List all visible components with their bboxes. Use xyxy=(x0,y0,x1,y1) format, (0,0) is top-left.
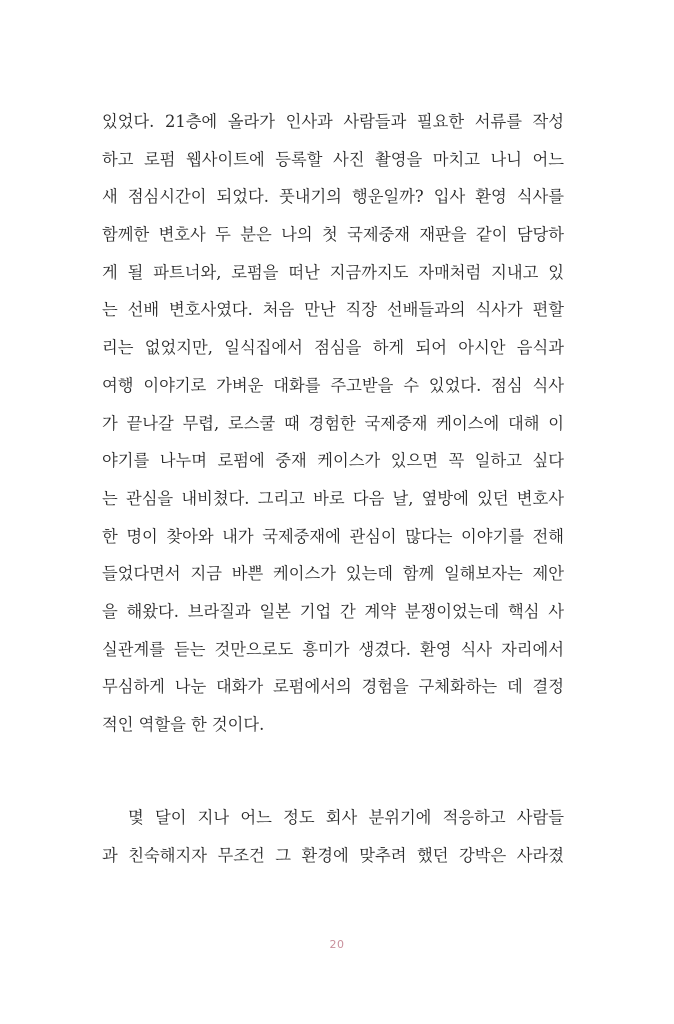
paragraph-2 xyxy=(102,799,564,874)
text-line: 과 친숙해지자 무조건 그 환경에 맞추려 했던 강박은 사라졌 xyxy=(102,845,564,865)
text-line: 리는 없었지만, 일식집에서 점심을 하게 되어 아시안 음식과 xyxy=(102,338,564,358)
text-line: 있었다. 21층에 올라가 인사과 사람들과 필요한 서류를 작성 xyxy=(102,112,564,131)
text-line: 을 해왔다. 브라질과 일본 기업 간 계약 분쟁이었는데 핵심 사 xyxy=(102,601,564,621)
text-line: 새 점심시간이 되었다. 풋내기의 행운일까? 입사 환영 식사를 xyxy=(102,187,564,207)
paragraph-1 xyxy=(102,103,564,744)
text-line: 들었다면서 지금 바쁜 케이스가 있는데 함께 일해보자는 제안 xyxy=(102,564,564,584)
page-number: 20 xyxy=(329,938,345,951)
text-line: 함께한 변호사 두 분은 나의 첫 국제중재 재판을 같이 담당하 xyxy=(102,225,564,245)
text-line: 하고 로펌 웹사이트에 등록할 사진 촬영을 마치고 나니 어느 xyxy=(102,149,564,169)
text-line: 한 명이 찾아와 내가 국제중재에 관심이 많다는 이야기를 전해 xyxy=(102,526,564,546)
text-line: 몇 달이 지나 어느 정도 회사 분위기에 적응하고 사람들 xyxy=(128,808,564,827)
text-line: 실관계를 듣는 것만으로도 흥미가 생겼다. 환영 식사 자리에서 xyxy=(102,639,564,659)
text-line: 는 관심을 내비쳤다. 그리고 바로 다음 날, 옆방에 있던 변호사 xyxy=(102,488,564,508)
text-line: 가 끝나갈 무렵, 로스쿨 때 경험한 국제중재 케이스에 대해 이 xyxy=(102,413,564,433)
text-line: 야기를 나누며 로펌에 중재 케이스가 있으면 꼭 일하고 싶다 xyxy=(102,451,564,471)
text-line: 적인 역할을 한 것이다. xyxy=(102,715,265,734)
text-line: 무심하게 나눈 대화가 로펌에서의 경험을 구체화하는 데 결정 xyxy=(102,677,564,697)
text-line: 여행 이야기로 가벼운 대화를 주고받을 수 있었다. 점심 식사 xyxy=(102,375,564,395)
text-line: 게 될 파트너와, 로펌을 떠난 지금까지도 자매처럼 지내고 있 xyxy=(102,262,564,282)
text-line: 는 선배 변호사였다. 처음 만난 직장 선배들과의 식사가 편할 xyxy=(102,300,564,320)
